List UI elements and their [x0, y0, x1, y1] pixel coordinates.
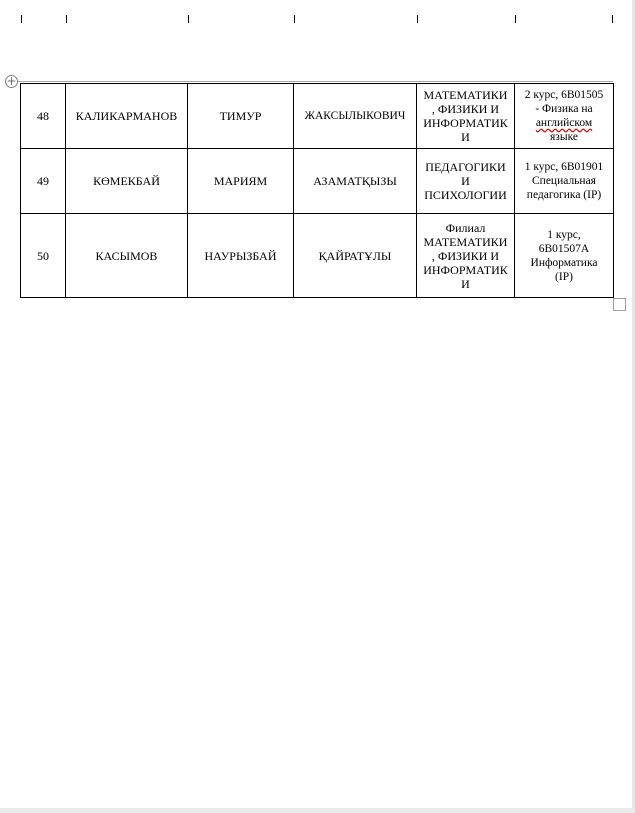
faculty-cell[interactable]: [417, 84, 515, 149]
patronymic-cell[interactable]: АЗАМАТҚЫЗЫ: [294, 149, 417, 214]
program-line: [517, 116, 611, 130]
faculty-line: Филиал: [445, 221, 486, 235]
program-cell[interactable]: [515, 84, 614, 149]
table-row: [21, 214, 614, 298]
faculty-line: И: [461, 277, 470, 291]
patronymic-cell[interactable]: ЖАКСЫЛЫКОВИЧ: [294, 84, 417, 149]
program-line: 1 курс,: [547, 229, 581, 241]
column-marker[interactable]: [417, 15, 418, 23]
table-resize-handle-icon[interactable]: [613, 298, 626, 311]
faculty-line: ПЕДАГОГИКИ: [425, 160, 506, 174]
student-table: [20, 83, 614, 298]
column-marker[interactable]: [612, 15, 613, 23]
faculty-line: , ФИЗИКИ И: [431, 249, 500, 263]
program-line: языке: [550, 131, 578, 143]
page-bottom-margin: [0, 808, 635, 813]
row-number[interactable]: 48: [21, 84, 66, 149]
faculty-cell[interactable]: [417, 214, 515, 298]
column-marker[interactable]: [294, 15, 295, 23]
column-marker[interactable]: [21, 15, 22, 23]
row-number[interactable]: 49: [21, 149, 66, 214]
faculty-line: МАТЕМАТИКИ: [423, 235, 508, 249]
surname-cell[interactable]: КАЛИКАРМАНОВ: [66, 84, 188, 149]
program-cell[interactable]: [515, 149, 614, 214]
program-line: 1 курс, 6В01901: [524, 161, 604, 173]
table-top-border: [18, 81, 613, 82]
surname-cell[interactable]: КӨМЕКБАЙ: [66, 149, 188, 214]
name-cell[interactable]: МАРИЯМ: [188, 149, 294, 214]
faculty-line: И: [461, 130, 470, 144]
program-line: - Физика на: [535, 103, 593, 115]
faculty-line: МАТЕМАТИКИ: [423, 88, 508, 102]
program-cell[interactable]: [515, 214, 614, 298]
faculty-line: ИНФОРМАТИК: [423, 263, 508, 277]
program-line: педагогика (IP): [526, 189, 602, 201]
faculty-line: И: [461, 174, 470, 188]
name-cell[interactable]: ТИМУР: [188, 84, 294, 149]
spellcheck-flagged-word[interactable]: английском: [535, 117, 593, 129]
table-row: [21, 149, 614, 214]
faculty-line: ИНФОРМАТИК: [423, 116, 508, 130]
table-move-handle-icon[interactable]: +: [6, 74, 17, 88]
program-line: 2 курс, 6В01505: [524, 89, 604, 101]
faculty-line: ПСИХОЛОГИИ: [424, 188, 507, 202]
table-row: [21, 84, 614, 149]
column-marker[interactable]: [188, 15, 189, 23]
column-marker[interactable]: [66, 15, 67, 23]
faculty-cell[interactable]: [417, 149, 515, 214]
column-marker[interactable]: [515, 15, 516, 23]
program-line: Специальная: [532, 175, 596, 187]
name-cell[interactable]: НАУРЫЗБАЙ: [188, 214, 294, 298]
row-number[interactable]: 50: [21, 214, 66, 298]
surname-cell[interactable]: КАСЫМОВ: [66, 214, 188, 298]
program-line: (IP): [555, 271, 573, 283]
program-line: 6В01507А: [538, 243, 590, 255]
faculty-line: , ФИЗИКИ И: [431, 102, 500, 116]
program-line: Информатика: [530, 257, 598, 269]
patronymic-cell[interactable]: ҚАЙРАТҰЛЫ: [294, 214, 417, 298]
